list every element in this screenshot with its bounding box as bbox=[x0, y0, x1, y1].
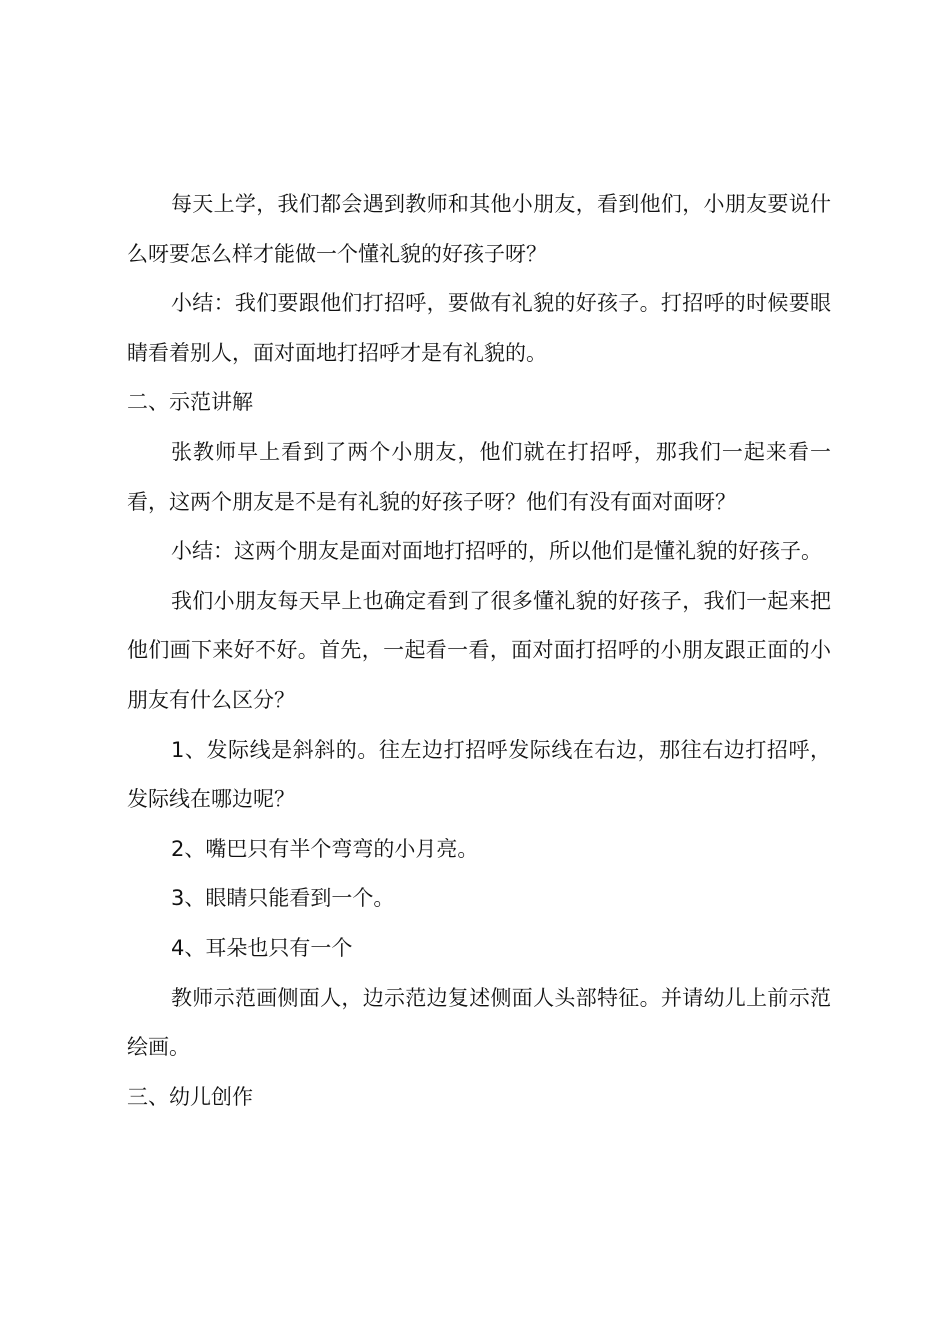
list-item-eye: 3、眼睛只能看到一个。 bbox=[171, 886, 395, 911]
paragraph-teacher-demo: 教师示范画侧面人，边示范边复述侧面人头部特征。并请幼儿上前示范绘画。 bbox=[127, 985, 831, 1060]
list-item-ear: 4、耳朵也只有一个 bbox=[171, 935, 353, 960]
section-heading-demonstration: 二、示范讲解 bbox=[127, 390, 253, 415]
document-body bbox=[127, 180, 831, 1122]
paragraph-summary-greeting: 小结：我们要跟他们打招呼，要做有礼貌的好孩子。打招呼的时候要眼睛看着别人，面对面地打招呼才是有礼貌的。 bbox=[127, 291, 831, 365]
paragraph-summary-face-to-face: 小结：这两个朋友是面对面地打招呼的，所以他们是懂礼貌的好孩子。 bbox=[171, 539, 822, 564]
paragraph-greeting-question: 每天上学，我们都会遇到教师和其他小朋友，看到他们，小朋友要说什么呀要怎么样才能做一个懂礼貌的好孩子呀？ bbox=[127, 192, 831, 266]
paragraph-teacher-story: 张教师早上看到了两个小朋友，他们就在打招呼，那我们一起来看一看，这两个朋友是不是有礼貌的好孩子呀？他们有没有面对面呀？ bbox=[127, 439, 831, 514]
list-item-hairline: 1、发际线是斜斜的。往左边打招呼发际线在右边，那往右边打招呼，发际线在哪边呢？ bbox=[127, 737, 831, 812]
list-item-mouth: 2、嘴巴只有半个弯弯的小月亮。 bbox=[171, 836, 479, 861]
paragraph-drawing-intro: 我们小朋友每天早上也确定看到了很多懂礼貌的好孩子，我们一起来把他们画下来好不好。首先，一起看一看，面对面打招呼的小朋友跟正面的小朋友有什么区分？ bbox=[127, 588, 831, 712]
section-heading-creation: 三、幼儿创作 bbox=[127, 1084, 253, 1109]
